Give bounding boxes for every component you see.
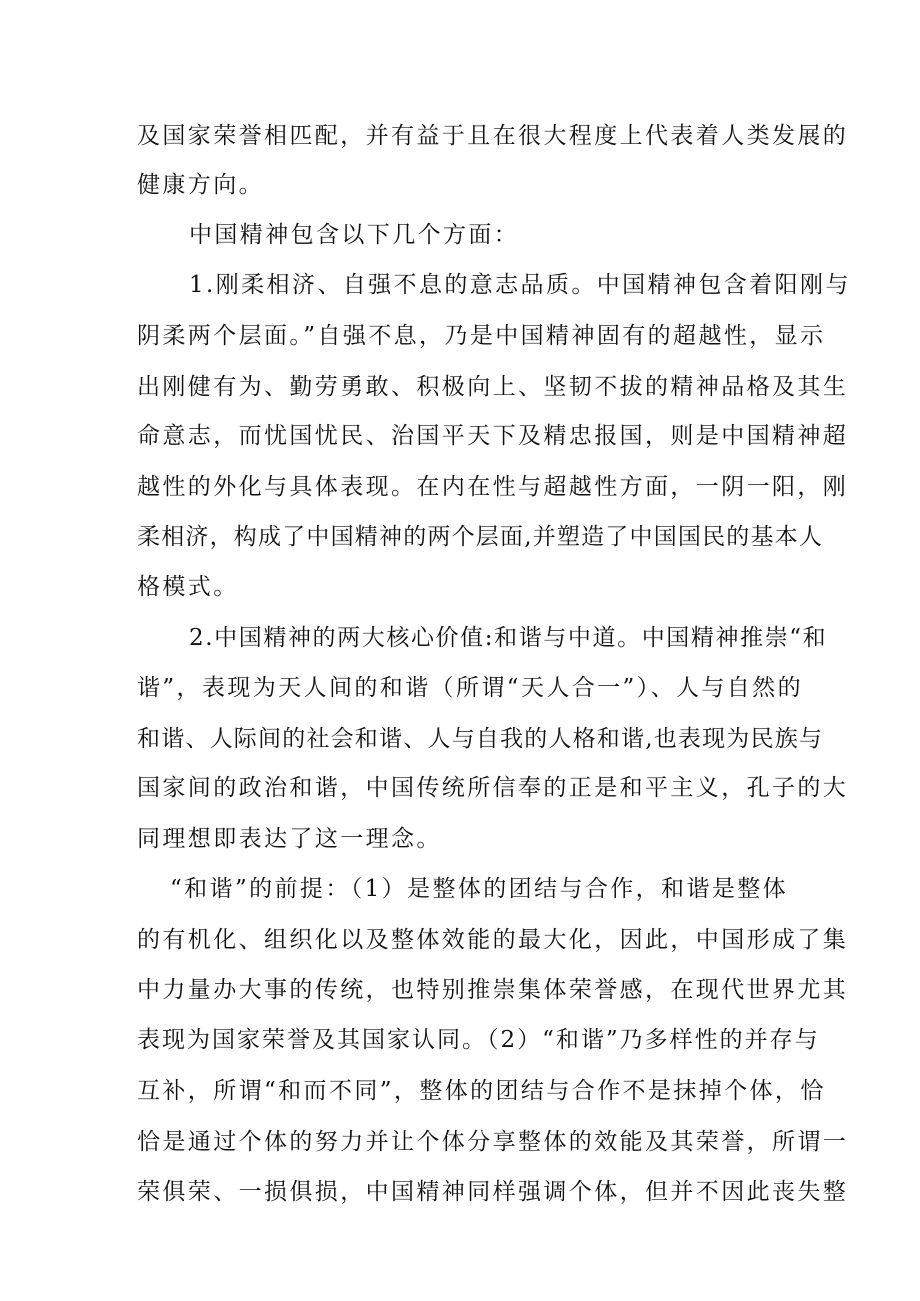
text-line-12: 谐”，表现为天人间的和谐（所谓“天人合一”）、人与自然的 — [137, 675, 803, 701]
text-line-22: 荣俱荣、一损俱损，中国精神同样强调个体，但并不因此丧失整 — [137, 1179, 849, 1205]
text-line-1: 及国家荣誉相匹配，并有益于且在很大程度上代表着人类发展的 — [137, 123, 849, 149]
text-line-17: 的有机化、组织化以及整体效能的最大化，因此，中国形成了集 — [137, 927, 849, 953]
text-line-9: 柔相济，构成了中国精神的两个层面,并塑造了中国国民的基本人 — [137, 524, 824, 550]
text-line-8: 越性的外化与具体表现。在内在性与超越性方面，一阴一阳，刚 — [137, 474, 849, 500]
text-line-16: “和谐”的前提：（1）是整体的团结与合作，和谐是整体 — [170, 876, 789, 902]
text-line-3: 中国精神包含以下几个方面： — [189, 222, 520, 248]
text-line-13: 和谐、人际间的社会和谐、人与自我的人格和谐,也表现为民族与 — [137, 726, 824, 752]
text-line-18: 中力量办大事的传统，也特别推崇集体荣誉感，在现代世界尤其 — [137, 977, 849, 1003]
text-line-7: 命意志，而忧国忧民、治国平天下及精忠报国，则是中国精神超 — [137, 423, 849, 449]
text-line-14: 国家间的政治和谐，中国传统所信奉的正是和平主义，孔子的大 — [137, 775, 849, 801]
text-line-6: 出刚健有为、勤劳勇敢、积极向上、坚韧不拔的精神品格及其生 — [137, 374, 849, 400]
text-line-20: 互补，所谓“和而不同”，整体的团结与合作不是抹掉个体，恰 — [137, 1078, 826, 1104]
text-line-5: 阴柔两个层面。”自强不息，乃是中国精神固有的超越性，显示 — [137, 323, 826, 349]
text-line-19: 表现为国家荣誉及其国家认同。（2）“和谐”乃多样性的并存与 — [137, 1027, 820, 1053]
text-line-15: 同理想即表达了这一理念。 — [137, 826, 442, 852]
text-line-11: 2.中国精神的两大核心价值:和谐与中道。中国精神推崇“和 — [189, 625, 828, 651]
text-line-4: 1.刚柔相济、自强不息的意志品质。中国精神包含着阳刚与 — [189, 272, 851, 298]
text-line-10: 格模式。 — [137, 574, 239, 600]
text-line-2: 健康方向。 — [137, 172, 264, 198]
text-line-21: 恰是通过个体的努力并让个体分享整体的效能及其荣誉，所谓一 — [137, 1129, 849, 1155]
